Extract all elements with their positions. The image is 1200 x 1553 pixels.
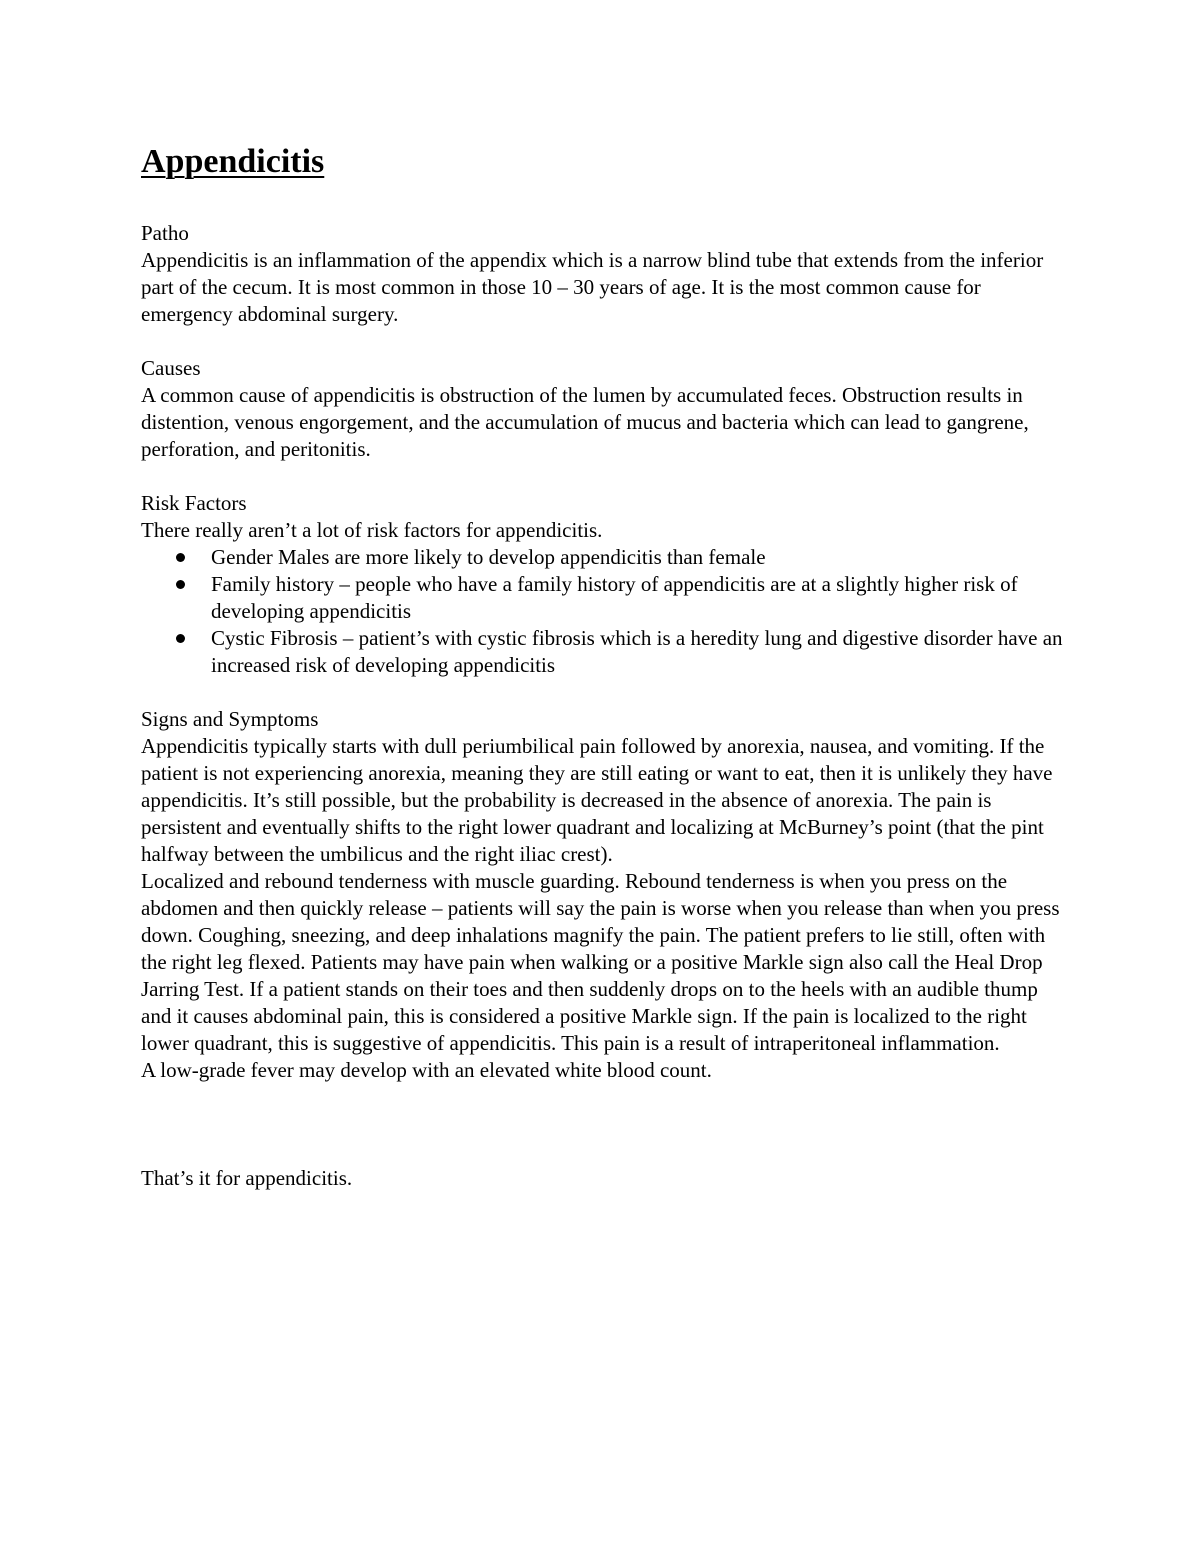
section-causes bbox=[141, 355, 1066, 463]
section-paragraph: Appendicitis typically starts with dull periumbilical pain followed by anorexia, nausea, and vomiting. If the patient is not experiencing anorexia, meaning they are still eating or want to eat, then it is unlikely they have appendicitis. It’s still possible, but the probability is decreased in the absence of anorexia. The pain is persistent and eventually shifts to the right lower quadrant and localizing at McBurney’s point (that the pint halfway between the umbilicus and the right iliac crest). bbox=[141, 734, 1053, 866]
section-signs-and-symptoms bbox=[141, 706, 1066, 1084]
section-risk-factors bbox=[141, 490, 1066, 679]
risk-factor-list bbox=[141, 544, 1066, 679]
section-paragraph: Localized and rebound tenderness with muscle guarding. Rebound tenderness is when you press on the abdomen and then quickly release – patients will say the pain is worse when you release than when you press down. Coughing, sneezing, and deep inhalations magnify the pain. The patient prefers to lie still, often with the right leg flexed. Patients may have pain when walking or a positive Markle sign also call the Heal Drop Jarring Test. If a patient stands on their toes and then suddenly drops on to the heels with an audible thump and it causes abdominal pain, this is considered a positive Markle sign. If the pain is localized to the right lower quadrant, this is suggestive of appendicitis. This pain is a result of intraperitoneal inflammation. bbox=[141, 869, 1060, 1055]
bullet-icon bbox=[176, 553, 185, 562]
section-paragraph: Appendicitis is an inflammation of the appendix which is a narrow blind tube that extends from the inferior part of the cecum. It is most common in those 10 – 30 years of age. It is the most common cause for emergency abdominal surgery. bbox=[141, 248, 1044, 326]
section-paragraph: A low-grade fever may develop with an elevated white blood count. bbox=[141, 1058, 712, 1082]
title-spacing bbox=[141, 186, 1066, 220]
section-patho bbox=[141, 220, 1066, 328]
section-heading: Risk Factors bbox=[141, 491, 247, 515]
section-paragraph: A common cause of appendicitis is obstruction of the lumen by accumulated feces. Obstruction results in distention, venous engorgement, and the accumulation of mucus and bacteria which can lead to gangrene, perforation, and peritonitis. bbox=[141, 383, 1029, 461]
list-item bbox=[141, 571, 1066, 625]
bullet-icon bbox=[176, 634, 185, 643]
document-title: Appendicitis bbox=[141, 143, 325, 180]
list-item-text: Cystic Fibrosis – patient’s with cystic fibrosis which is a heredity lung and digestive disorder have an increased risk of developing appendicitis bbox=[211, 626, 1063, 677]
list-item-text: Gender Males are more likely to develop appendicitis than female bbox=[211, 545, 766, 569]
closing-line: That’s it for appendicitis. bbox=[141, 1166, 353, 1190]
section-heading: Signs and Symptoms bbox=[141, 707, 319, 731]
section-heading: Patho bbox=[141, 221, 189, 245]
section-intro: There really aren’t a lot of risk factors for appendicitis. bbox=[141, 518, 603, 542]
document-page bbox=[141, 138, 1066, 1192]
list-item-text: Family history – people who have a family history of appendicitis are at a slightly higher risk of developing appendicitis bbox=[211, 572, 1018, 623]
list-item bbox=[141, 625, 1066, 679]
closing-spacing bbox=[141, 1111, 1066, 1165]
list-item bbox=[141, 544, 1066, 571]
bullet-icon bbox=[176, 580, 185, 589]
section-heading: Causes bbox=[141, 356, 201, 380]
